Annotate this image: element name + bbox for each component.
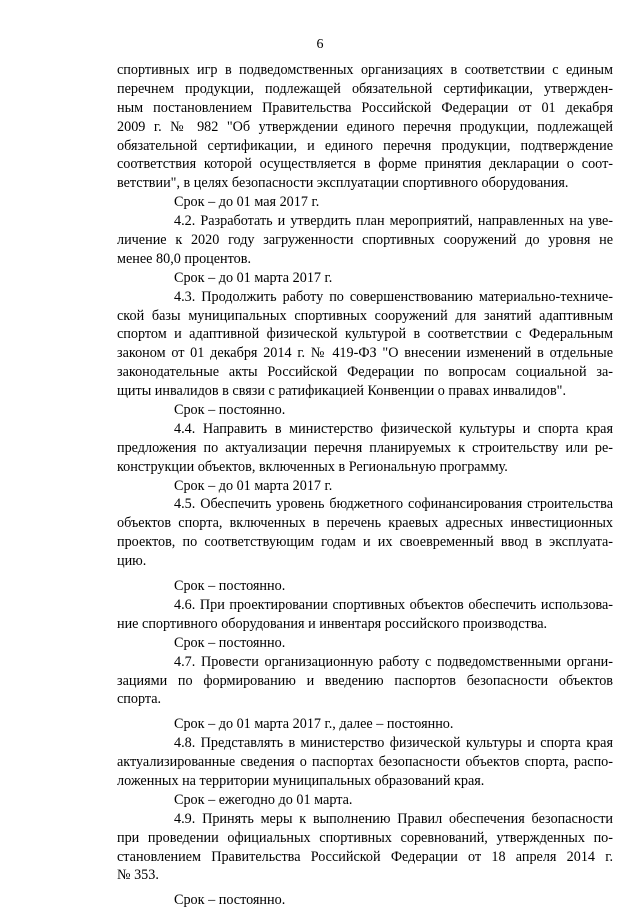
- text-line: 4.5. Обеспечить уровень бюджетного софинансирования строительства: [174, 496, 613, 513]
- text-line: 2009 г. № 982 "Об утверждении единого перечня продукции, подлежащей: [117, 118, 613, 135]
- text-line: соответствия которой осуществляется в форме принятия декларации о соот-: [117, 156, 613, 173]
- text-line: конструкции объектов, включенных в Региональную программу.: [117, 458, 508, 475]
- text-line: зациями по формированию и введению паспортов безопасности объектов: [117, 672, 613, 689]
- text-line: 4.9. Принять меры к выполнению Правил обеспечения безопасности: [174, 810, 613, 827]
- text-line: Срок – до 01 марта 2017 г.: [174, 477, 333, 494]
- text-line: Срок – ежегодно до 01 марта.: [174, 791, 353, 808]
- text-line: перечнем продукции, подлежащей обязательной сертификации, утвержден-: [117, 80, 613, 97]
- text-line: Срок – постоянно.: [174, 892, 286, 909]
- text-line: Срок – постоянно.: [174, 634, 286, 651]
- text-line: ской базы муниципальных спортивных сооружений для занятий адаптивным: [117, 307, 613, 324]
- page-number: 6: [316, 37, 324, 52]
- text-line: обязательной сертификации, и единого перечня продукции, подтверждение: [117, 137, 613, 154]
- text-line: № 353.: [117, 867, 159, 884]
- text-line: ветствии", в целях безопасности эксплуатации спортивного оборудования.: [117, 175, 569, 192]
- text-line: законом от 01 декабря 2014 г. № 419-ФЗ "О внесении изменений в отдельные: [117, 345, 613, 362]
- text-line: Срок – до 01 марта 2017 г.: [174, 269, 333, 286]
- text-line: при проведении официальных спортивных соревнований, утвержденных по-: [117, 829, 613, 846]
- text-line: ложенных на территории муниципальных образований края.: [117, 772, 485, 789]
- text-line: спортом и адаптивной физической культурой в соответствии с Федеральным: [117, 326, 613, 343]
- text-line: 4.4. Направить в министерство физической культуры и спорта края: [174, 420, 613, 437]
- text-line: ным постановлением Правительства Российской Федерации от 01 декабря: [117, 99, 613, 116]
- text-line: законодательные акты Российской Федерации по вопросам социальной за-: [117, 364, 613, 381]
- text-line: актуализированные сведения о паспортах безопасности объектов спорта, распо-: [117, 754, 613, 771]
- text-line: 4.6. При проектировании спортивных объектов обеспечить использова-: [174, 596, 613, 613]
- text-line: Срок – до 01 марта 2017 г., далее – постоянно.: [174, 716, 454, 733]
- text-line: проектов, по соответствующим годам и их своевременный ввод в эксплуата-: [117, 534, 613, 551]
- text-line: 4.2. Разработать и утвердить план мероприятий, направленных на уве-: [174, 213, 613, 230]
- text-line: объектов спорта, включенных в перечень краевых адресных инвестиционных: [117, 515, 613, 532]
- text-line: 4.7. Провести организационную работу с подведомственными органи-: [174, 653, 613, 670]
- text-line: Срок – до 01 мая 2017 г.: [174, 194, 320, 211]
- document-body: [117, 61, 613, 910]
- text-line: личение к 2020 году загруженности спортивных сооружений до уровня не: [117, 232, 613, 249]
- text-line: цию.: [117, 553, 147, 570]
- text-line: спортивных игр в подведомственных организациях в соответствии с единым: [117, 62, 613, 78]
- text-line: щиты инвалидов в связи с ратификацией Конвенции о правах инвалидов".: [117, 383, 566, 400]
- text-line: Срок – постоянно.: [174, 578, 286, 595]
- text-line: 4.8. Представлять в министерство физической культуры и спорта края: [174, 735, 613, 752]
- text-line: становлением Правительства Российской Федерации от 18 апреля 2014 г.: [117, 848, 613, 865]
- text-line: ние спортивного оборудования и инвентаря российского производства.: [117, 615, 548, 632]
- text-line: спорта.: [117, 691, 162, 708]
- text-line: менее 80,0 процентов.: [117, 250, 251, 267]
- text-line: 4.3. Продолжить работу по совершенствованию материально-техниче-: [174, 288, 613, 305]
- text-line: предложения по актуализации перечня планируемых к строительству или ре-: [117, 439, 613, 456]
- text-line: Срок – постоянно.: [174, 402, 286, 419]
